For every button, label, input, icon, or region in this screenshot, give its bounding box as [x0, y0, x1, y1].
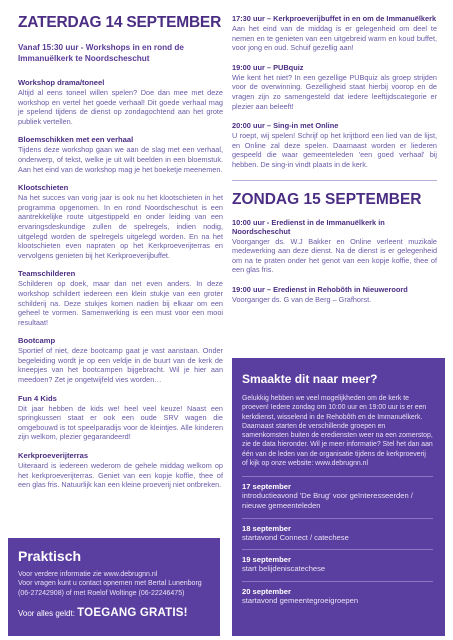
program-item-title: 20:00 uur – Sing-in met Online: [232, 121, 339, 131]
program-item-body: Uiteraard is iedereen wederom de gehele middag welkom op het kerkproeverijterras. Geniet van een kopje koffie, thee of een glas fris. Natuurlijk kan een kleine proeverij niet ontbreken.: [18, 461, 223, 490]
program-item: [232, 121, 437, 169]
program-item-title: Bootcamp: [18, 336, 56, 346]
program-item-body: Dit jaar hebben de kids we! heel veel keuze! Naast een springkussen staat er ook een oude SRV wagen die omgebouwd is tot speelparadijs voor de kleintjes. Alle kinderen zijn welkom, plezier gegarandeerd!: [18, 403, 223, 442]
free-entry-line: [18, 607, 210, 619]
program-item: [18, 336, 223, 384]
saturday-column: [18, 14, 223, 499]
event-date: 19 september: [242, 555, 291, 565]
promo-box: [232, 358, 445, 636]
program-item-title: 17:30 uur – Kerkproeverijbuffet in en om de Immanuëlkerk: [232, 14, 437, 23]
program-item-body: Na het succes van vorig jaar is ook nu het klootschieten in het programma opgenomen. In en rond Noordscheschut is een aantrekkelijke route uitgestippeld en onder leiding van een ervaringsdeskundige zullen de spelregels, indien nodig, uitgelegd worden de spelregels uitgelegd worden. En na het klootschieten even napraten op het Kerkproeverijterras en vervolgens genieten bij het Kerkproeverijbuffet.: [18, 193, 223, 260]
program-item: [18, 451, 223, 490]
program-item-body: Voorganger ds. W.J Bakker en Online verleent muzikale medewerking aan deze dienst. Na de dienst is er gelegenheid om na te praten onder het genot van een kopje koffie, thee of een glas fris.: [232, 236, 437, 275]
promo-title: Smaakte dit naar meer?: [242, 372, 378, 386]
program-item-body: Aan het eind van de middag is er gelegenheid om deel te nemen en te genieten van een uitgebreid warm en koud buffet, voor jong en oud. Schuif gezellig aan!: [232, 24, 437, 53]
sunday-services-list: [232, 218, 437, 305]
event-item: [242, 549, 433, 574]
event-date: 17 september: [242, 482, 291, 492]
program-item-body: Sportief of niet, deze bootcamp gaat je vast aanstaan. Onder begeleiding wordt je op een veldje in de buurt van de kerk de kneepjes van het bootcampen bijgebracht. Wil je hier aan meedoen? Zet je ongetwijfeld vies worden…: [18, 346, 223, 385]
program-item: [18, 269, 223, 327]
program-item-title: Teamschilderen: [18, 269, 76, 279]
event-list: [242, 476, 433, 605]
event-item: [242, 476, 433, 510]
event-date: 18 september: [242, 523, 291, 533]
program-item-body: Voorganger ds. G van de Berg – Grafhorst.: [232, 294, 372, 304]
evening-column: [232, 14, 437, 315]
event-item: [242, 581, 433, 606]
free-entry-prefix: Voor alles geldt:: [18, 609, 78, 619]
program-item: [232, 14, 437, 53]
praktisch-info: Voor verdere informatie zie www.debrugnn.nl: [18, 571, 158, 578]
sunday-heading: ZONDAG 15 SEPTEMBER: [232, 190, 422, 208]
program-item-title: Bloemschikken met een verhaal: [18, 135, 134, 145]
program-item: [18, 135, 223, 174]
free-entry-text: TOEGANG GRATIS!: [77, 607, 188, 620]
section-divider: [232, 180, 437, 181]
program-item: [232, 285, 437, 305]
event-date: 20 september: [242, 586, 291, 596]
event-text: startavond Connect / catechese: [242, 532, 349, 542]
program-item: [18, 78, 223, 126]
program-item: [232, 218, 437, 275]
praktisch-title: Praktisch: [18, 548, 82, 564]
workshop-list: [18, 78, 223, 490]
program-item: [232, 63, 437, 111]
program-item-body: U roept, wij spelen! Schrijf op het krijtbord een lied van de lijst, en Online zal deze spelen. Daarnaast worden er liederen gespeeld die waar gemeenteleden 'een goed verhaal' bij hebben. De sing-in vindt plaats in de kerk.: [232, 131, 437, 169]
saturday-heading: ZATERDAG 14 SEPTEMBER: [18, 14, 222, 31]
event-text: introductieavond 'De Brug' voor geïnteresseerden / nieuwe gemeenteleden: [242, 491, 413, 510]
program-item-title: Workshop drama/toneel: [18, 78, 105, 87]
program-item-body: Altijd al eens toneel willen spelen? Doe dan mee met deze workshop en vertel het goede verhaal! Dit goede verhaal mag je spelend tijdens de dienst op zondagochtend aan het grote publiek vertellen.: [18, 88, 223, 126]
program-item-body: Tijdens deze workshop gaan we aan de slag met een verhaal, onderwerp, of tekst, welke je uit wilt beelden in een bloemstuk. Aan het eind van de workshop mag je het boeketje meenemen.: [18, 145, 223, 174]
program-item-title: 19:00 uur – PUBquiz: [232, 62, 304, 72]
praktisch-box: [8, 538, 220, 636]
program-item-title: Klootschieten: [18, 183, 69, 193]
program-item-title: Fun 4 Kids: [18, 393, 57, 403]
saturday-evening-list: [232, 14, 437, 170]
event-text: start belijdeniscatechese: [242, 564, 326, 574]
praktisch-contact: Voor vragen kunt u contact opnemen met Bertal Lunenborg (06-27242908) of met Roelof Woltinge (06-22246475): [18, 580, 202, 597]
program-item: [18, 394, 223, 442]
program-item-title: 19:00 uur – Eredienst in Rehobôth in Nieuweroord: [232, 284, 408, 294]
workshops-intro: Vanaf 15:30 uur - Workshops in en rond de Immanuëlkerk te Noordscheschut: [18, 43, 184, 63]
program-item-body: Schilderen op doek, maar dan net even anders. In deze workshop schildert iedereen een klein stukje van een groter schilderij na. Deze stukjes komen nadien bij elkaar om een geheel te vormen. Samenwerking is een must voor een mooi resultaat!: [18, 279, 223, 327]
program-item-title: 10:00 uur - Eredienst in de Immanuëlkerk in Noordscheschut: [232, 217, 385, 236]
event-text: startavond gemeentegroeigroepen: [242, 595, 359, 605]
program-item-title: Kerkproeverijterras: [18, 451, 89, 461]
promo-body: Gelukkig hebben we veel mogelijkheden om de kerk te proeven! Iedere zondag om 10:00 uur en 19:00 uur is er een kerkdienst, wisselend in de Rehobôth en de Immanuëlkerk. Daarnaast starten de verschillende groepen en samenkomsten buiten de erediensten weer na een zomerstop, zie de data hieronder. Wil je meer informatie? Stel het dan aan één van de leden van de organisatie tijdens de kerkproeverij of kijk op onze website: www.debrugnn.nl: [242, 395, 433, 468]
program-item: [18, 183, 223, 260]
event-item: [242, 518, 433, 543]
program-item-body: Wie kent het niet? In een gezellige PUBquiz als groep strijden voor de overwinning. Gezelligheid staat hierbij voorop en de vragen zijn zo samengesteld dat iedere leeftijdscategorie er plezier aan beleeft!: [232, 72, 437, 111]
